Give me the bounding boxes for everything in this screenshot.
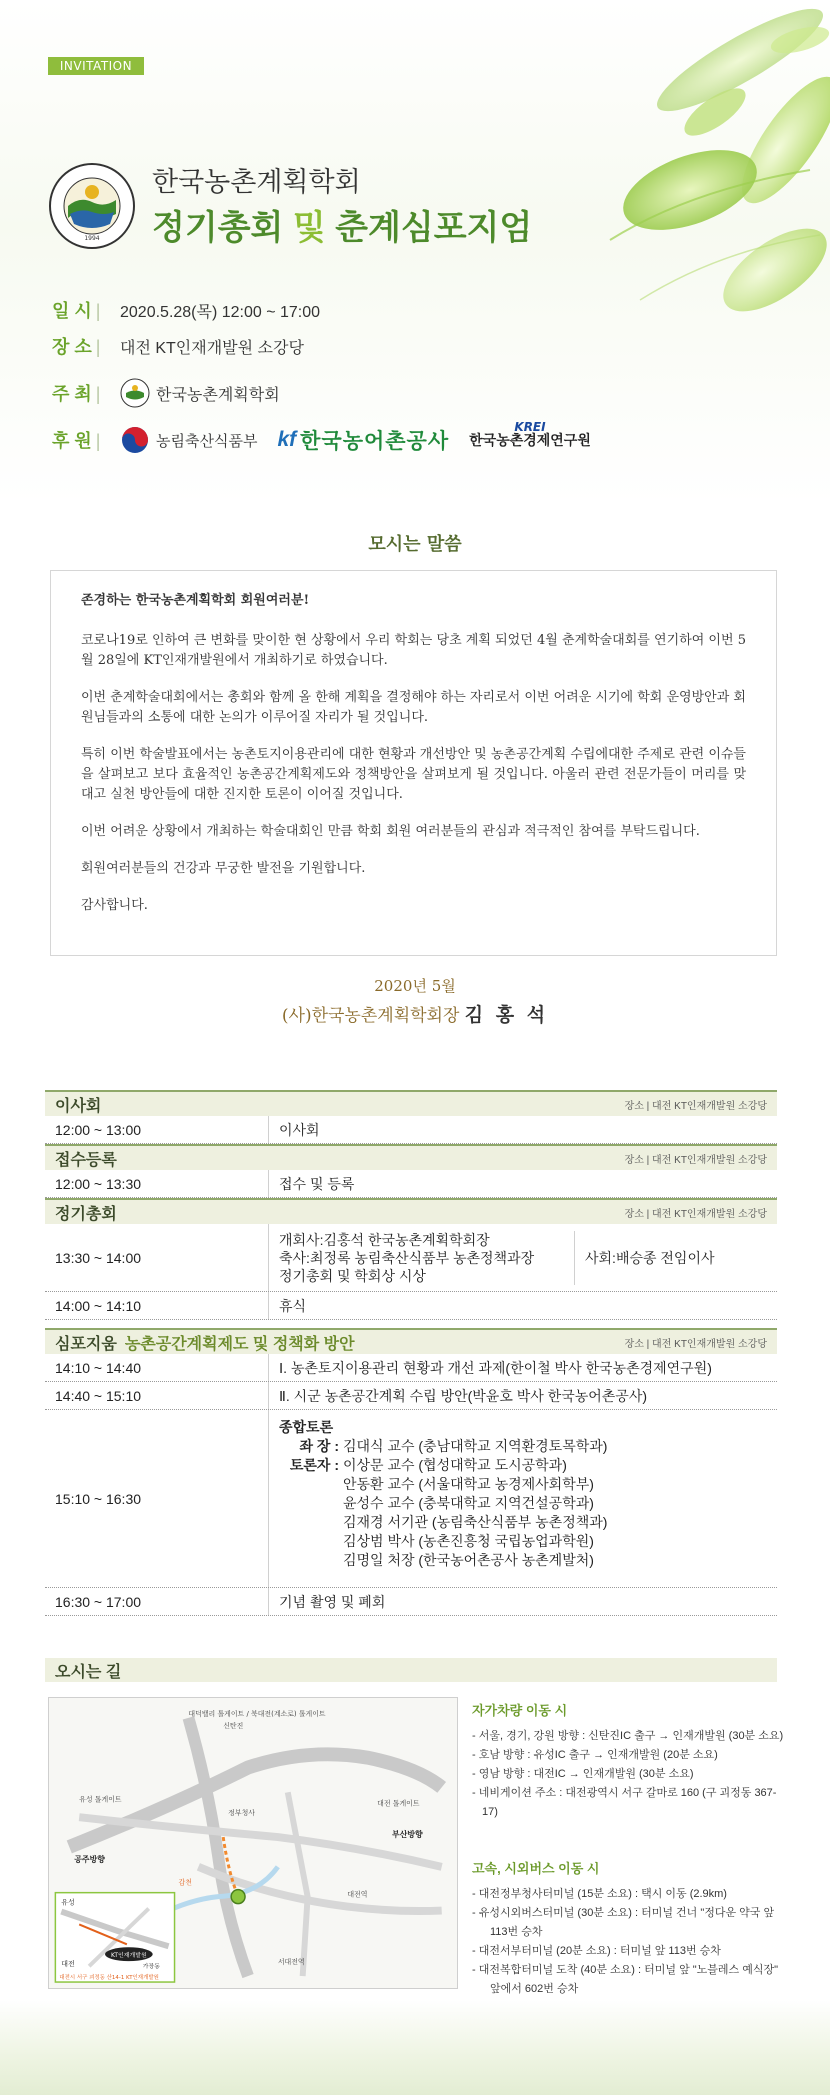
inset-gasuwon: 가장동 bbox=[142, 1963, 160, 1971]
map-label-daejeon-station: 대전역 bbox=[347, 1890, 368, 1899]
table-row: 14:10 ~ 14:40 Ⅰ. 농촌토지이용관리 현황과 개선 과제(한이철 박사 한국농촌경제연구원) bbox=[45, 1354, 777, 1382]
letter-title: 모시는 말씀 bbox=[368, 534, 462, 555]
info-date-value: 2020.5.28(목) 12:00 ~ 17:00 bbox=[120, 303, 321, 321]
footer-decoration bbox=[0, 2000, 830, 2095]
section-registration: 접수등록 장소 | 대전 KT인재개발원 소강당 bbox=[45, 1144, 777, 1170]
letter-body bbox=[50, 570, 777, 956]
society-seal-logo bbox=[48, 162, 136, 250]
table-row: 14:40 ~ 15:10 Ⅱ. 시군 농촌공간계획 수립 방안(박윤호 박사 한국농어촌공사) bbox=[45, 1382, 777, 1410]
letter-paragraph: 이번 춘계학술대회에서는 총회와 함께 올 한해 계획을 결정해야 하는 자리로서 이번 어려운 시기에 학회 운영방안과 회원님들과의 소통에 대한 논의가 이루어질 자리가 될 것입니다. bbox=[81, 690, 746, 725]
moderator: 사회:배승종 전임이사 bbox=[574, 1231, 767, 1285]
table-row: 12:00 ~ 13:00 이사회 bbox=[45, 1116, 777, 1144]
sponsor-krc: kf 한국농어촌공사 bbox=[277, 428, 450, 453]
host-seal-icon bbox=[120, 378, 150, 408]
map-label-seodaejeon: 서대전역 bbox=[277, 1958, 305, 1967]
letter-paragraph: 이번 어려운 상황에서 개최하는 학술대회인 만큼 학회 회원 여러분들의 관심과 적극적인 참여를 부탁드립니다. bbox=[81, 824, 700, 839]
map-label-busan: 부산방향 bbox=[392, 1830, 423, 1840]
kt-location-marker bbox=[231, 1890, 245, 1904]
signer-title: (사)한국농촌계획학회장 bbox=[281, 1006, 460, 1026]
info-host-label: 주 최 | bbox=[52, 384, 101, 404]
bus-route-cont: 113번 승차 bbox=[490, 1926, 543, 1938]
letter-paragraph: 감사합니다. bbox=[81, 898, 148, 913]
info-date-label: 일 시 | bbox=[52, 301, 101, 321]
location-map bbox=[48, 1697, 458, 1989]
table-row: 13:30 ~ 14:00 개회사:김홍석 한국농촌계획학회장 축사:최정록 농림축산식품부 농촌정책과장 정기총회 및 학회상 시상 사회:배승종 전임이사 bbox=[45, 1224, 777, 1292]
bus-route-cont: 앞에서 602번 승차 bbox=[490, 1983, 579, 1995]
inset-yuseong: 유성 bbox=[61, 1898, 75, 1907]
info-date-row bbox=[52, 297, 320, 323]
letter-greeting: 존경하는 한국농촌계획학회 회원여러분! bbox=[81, 593, 310, 608]
event-title-prefix: 정기총회 bbox=[152, 209, 284, 247]
letter-paragraph: 특히 이번 학술발표에서는 농촌토지이용관리에 대한 현황과 개선방안 및 농촌공간계획 수립에대한 주제로 관련 이슈들을 살펴보고 보다 효율적인 농촌공간계획제도와 정책방안을 살펴보게 될 것입니다. 아울러 관련 전문가들이 머리를 맞대고 실천 방안들에 대한 진지한 토론이 이어질 것입니다. bbox=[81, 747, 746, 802]
map-label-daejeon-tg: 대전 톨게이트 bbox=[377, 1799, 420, 1808]
inset-kt-label: KT인재개발원 bbox=[110, 1952, 147, 1960]
bus-title: 고속, 시외버스 이동 시 bbox=[472, 1861, 600, 1876]
place-tag: 장소 | 대전 KT인재개발원 소강당 bbox=[624, 1208, 767, 1220]
table-row: 16:30 ~ 17:00 기념 촬영 및 폐회 bbox=[45, 1588, 777, 1616]
bus-route: - 대전서부터미널 (20분 소요) : 터미널 앞 113번 승차 bbox=[472, 1945, 721, 1957]
car-route: - 영남 방향 : 대전IC → 인재개발원 (30분 소요) bbox=[472, 1768, 694, 1780]
info-place-value: 대전 KT인재개발원 소강당 bbox=[120, 339, 304, 357]
svg-text:1994: 1994 bbox=[84, 235, 100, 242]
bus-route: - 유성시외버스터미널 (30분 소요) : 터미널 건너 "정다운 약국 앞 bbox=[472, 1907, 775, 1919]
map-label-north-tg: 대덕밸리 톨게이트 / 북대전(계소로) 톨게이트 bbox=[188, 1709, 326, 1718]
section-symposium: 심포지움 농촌공간계획제도 및 정책화 방안 장소 | 대전 KT인재개발원 소강당 bbox=[45, 1328, 777, 1354]
info-sponsor-label: 후 원 | bbox=[52, 431, 101, 451]
directions-text bbox=[472, 1700, 792, 1999]
sponsor-mafra: 농림축산식품부 bbox=[120, 425, 257, 455]
car-title: 자가차량 이동 시 bbox=[472, 1703, 568, 1718]
car-route: - 서울, 경기, 강원 방향 : 신탄진IC 출구 → 인재개발원 (30분 소요) bbox=[472, 1730, 784, 1742]
taegeuk-icon bbox=[120, 425, 150, 455]
section-board: 이사회 장소 | 대전 KT인재개발원 소강당 bbox=[45, 1090, 777, 1116]
letter-paragraph: 회원여러분들의 건강과 무궁한 발전을 기원합니다. bbox=[81, 861, 366, 876]
table-row-discussion: 15:10 ~ 16:30 종합토론 좌 장 : 김대식 교수 (충남대학교 지역환경토목학과) 토론자 : 이상문 교수 (협성대학교 도시공학과) 안동환 교수 (서울대학교 농경제사회학부) 윤성수 교수 (충북대학교 지역건설공학과) 김재경 서기관 (농림축산식품부 농촌정책과) 김상범 박사 (농촌진흥청 국립농업과학원) 김명일 처장 (한국농어촌공사 농촌계발처) bbox=[45, 1410, 777, 1588]
info-host-value: 한국농촌계획학회 bbox=[156, 386, 280, 404]
table-row: 12:00 ~ 13:30 접수 및 등록 bbox=[45, 1170, 777, 1198]
directions-title: 오시는 길 bbox=[45, 1658, 777, 1682]
event-title-suffix: 춘계심포지엄 bbox=[335, 209, 533, 247]
letter-date: 2020년 5월 bbox=[374, 977, 456, 995]
map-label-sintanjin: 신탄진 bbox=[223, 1721, 244, 1730]
sponsor-krei: KREI 한국농촌경제연구원 bbox=[469, 420, 591, 449]
place-tag: 장소 | 대전 KT인재개발원 소강당 bbox=[624, 1154, 767, 1166]
inset-address: 대전시 서구 괴정동 산14-1 KT인재개발원 bbox=[59, 1975, 159, 1982]
event-title-joiner: 및 bbox=[292, 209, 326, 247]
map-label-gov: 정부청사 bbox=[228, 1809, 255, 1818]
letter-signature bbox=[0, 1000, 830, 1027]
info-sponsor-row bbox=[52, 420, 611, 455]
leaves-decoration bbox=[490, 0, 830, 420]
place-tag: 장소 | 대전 KT인재개발원 소강당 bbox=[624, 1100, 767, 1112]
society-name-title: 한국농촌계획학회 bbox=[152, 167, 361, 197]
inset-daejeon: 대전 bbox=[61, 1960, 75, 1969]
map-label-gapcheon: 갑천 bbox=[178, 1878, 192, 1887]
car-route: - 네비게이션 주소 : 대전광역시 서구 갈마로 160 (구 괴정동 367-17) bbox=[472, 1787, 777, 1818]
letter-paragraph: 코로나19로 인하여 큰 변화를 맞이한 현 상황에서 우리 학회는 당초 계획 되었던 4월 춘계학술대회를 연기하여 이번 5월 28일에 KT인재개발원에서 개최하기로 하였습니다. bbox=[81, 633, 746, 668]
invitation-tag: INVITATION bbox=[48, 57, 144, 75]
bus-route: - 대전정부청사터미널 (15분 소요) : 택시 이동 (2.9km) bbox=[472, 1888, 727, 1900]
info-place-label: 장 소 | bbox=[52, 337, 101, 357]
info-host-row bbox=[52, 378, 280, 408]
section-general-meeting: 정기총회 장소 | 대전 KT인재개발원 소강당 bbox=[45, 1198, 777, 1224]
header-section bbox=[0, 0, 830, 505]
table-row: 14:00 ~ 14:10 휴식 bbox=[45, 1292, 777, 1320]
signer-name: 김 홍 석 bbox=[464, 1004, 549, 1026]
car-route: - 호남 방향 : 유성IC 출구 → 인재개발원 (20분 소요) bbox=[472, 1749, 718, 1761]
map-label-yuseong-tg: 유성 톨게이트 bbox=[79, 1795, 122, 1804]
map-label-gongju: 공주방향 bbox=[74, 1854, 105, 1864]
krc-logo-mark: kf bbox=[277, 428, 297, 451]
info-place-row bbox=[52, 333, 304, 359]
event-title bbox=[152, 200, 532, 249]
bus-route: - 대전복합터미널 도착 (40분 소요) : 터미널 앞 "노블레스 예식장" bbox=[472, 1964, 778, 1976]
schedule-table bbox=[45, 1090, 777, 1616]
place-tag: 장소 | 대전 KT인재개발원 소강당 bbox=[624, 1338, 767, 1350]
